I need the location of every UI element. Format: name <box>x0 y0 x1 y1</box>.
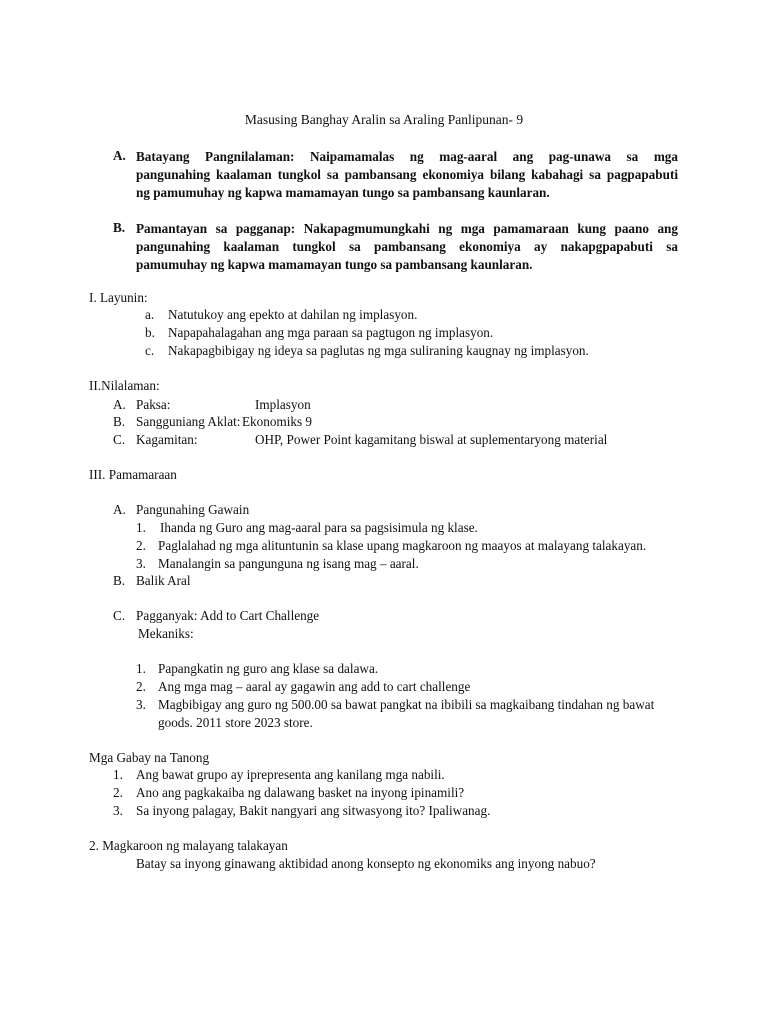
layunin-item-marker: c. <box>145 343 155 358</box>
nilalaman-row-label: Sangguniang Aklat: <box>136 414 241 429</box>
gawain-step-marker: 2. <box>136 538 146 553</box>
talakayan-heading: 2. Magkaroon ng malayang talakayan <box>89 838 288 853</box>
standard-a-line-3: ng pamumuhay ng kapwa mamamayan tungo sa pambansang kaunlaran. <box>136 185 550 200</box>
mekaniks-step-text: Magbibigay ang guro ng 500.00 sa bawat pangkat na ibibili sa magkaibang tindahan ng bawat <box>158 697 655 712</box>
mekaniks-step-text: Ang mga mag – aaral ay gagawin ang add to cart challenge <box>158 679 471 694</box>
gabay-item-marker: 1. <box>113 767 123 782</box>
standard-b-line-2: pangunahing kaalaman tungkol sa pambansang ekonomiya ay nakapgpapabuti sa <box>136 239 678 254</box>
gawain-marker: A. <box>113 502 126 517</box>
standard-a-line-2: pangunahing kaalaman tungkol sa pambansang ekonomiya bilang kabahagi sa pagpapabuti <box>136 167 678 182</box>
pamamaraan-heading: III. Pamamaraan <box>89 467 177 482</box>
nilalaman-row-label: Kagamitan: <box>136 432 198 447</box>
balik-aral-marker: B. <box>113 573 126 588</box>
gabay-item-marker: 3. <box>113 803 123 818</box>
layunin-item-text: Natutukoy ang epekto at dahilan ng implasyon. <box>168 307 418 322</box>
nilalaman-row-value: OHP, Power Point kagamitang biswal at suplementaryong material <box>255 432 608 447</box>
standard-b-letter: B. <box>113 220 126 235</box>
nilalaman-row-marker: B. <box>113 414 126 429</box>
standard-a-line-1: Batayang Pangnilalaman: Naipamamalas ng mag-aaral ang pag-unawa sa mga <box>136 149 678 164</box>
nilalaman-row-value: Implasyon <box>255 397 311 412</box>
pagganyak-label: Pagganyak: Add to Cart Challenge <box>136 608 320 623</box>
gawain-label: Pangunahing Gawain <box>136 502 250 517</box>
layunin-item-marker: b. <box>145 325 155 340</box>
mekaniks-step-marker: 1. <box>136 661 146 676</box>
gabay-heading: Mga Gabay na Tanong <box>89 750 210 765</box>
gabay-item-marker: 2. <box>113 785 123 800</box>
standard-a-letter: A. <box>113 148 126 163</box>
standard-b-line-3: pamumuhay ng kapwa mamamayan tungo sa pambansang kaunlaran. <box>136 257 533 272</box>
layunin-item-text: Napapahalagahan ang mga paraan sa pagtugon ng implasyon. <box>168 325 494 340</box>
layunin-heading: I. Layunin: <box>89 290 148 305</box>
standard-b-text <box>136 220 678 274</box>
gawain-step-text: Paglalahad ng mga alituntunin sa klase upang magkaroon ng maayos at malayang talakayan. <box>158 538 647 553</box>
balik-aral-label: Balik Aral <box>136 573 191 588</box>
mekaniks-label: Mekaniks: <box>138 626 194 641</box>
nilalaman-row-value: Ekonomiks 9 <box>242 414 312 429</box>
gawain-step-text: Ihanda ng Guro ang mag-aaral para sa pagsisimula ng klase. <box>160 520 478 535</box>
gawain-step-text: Manalangin sa pangunguna ng isang mag – aaral. <box>158 556 419 571</box>
mekaniks-step-text: Papangkatin ng guro ang klase sa dalawa. <box>158 661 379 676</box>
nilalaman-row-marker: A. <box>113 397 126 412</box>
mekaniks-step-marker: 3. <box>136 697 146 712</box>
gabay-item-text: Sa inyong palagay, Bakit nangyari ang sitwasyong ito? Ipaliwanag. <box>136 803 491 818</box>
gawain-step-marker: 3. <box>136 556 146 571</box>
nilalaman-row-label: Paksa: <box>136 397 171 412</box>
mekaniks-step-marker: 2. <box>136 679 146 694</box>
pagganyak-marker: C. <box>113 608 126 623</box>
standard-b-line-1: Pamantayan sa pagganap: Nakapagmumungkahi ng mga pamamaraan kung paano ang <box>136 221 678 236</box>
nilalaman-heading: II.Nilalaman: <box>89 378 160 393</box>
gabay-item-text: Ano ang pagkakaiba ng dalawang basket na inyong ipinamili? <box>136 785 465 800</box>
layunin-item-marker: a. <box>145 307 155 322</box>
gawain-step-marker: 1. <box>136 520 146 535</box>
standard-a-text <box>136 148 678 202</box>
page-title: Masusing Banghay Aralin sa Araling Panlipunan- 9 <box>244 112 524 127</box>
layunin-item-text: Nakapagbibigay ng ideya sa paglutas ng mga suliraning kaugnay ng implasyon. <box>168 343 589 358</box>
mekaniks-step-text-continued: goods. 2011 store 2023 store. <box>158 715 313 730</box>
talakayan-question: Batay sa inyong ginawang aktibidad anong konsepto ng ekonomiks ang inyong nabuo? <box>136 856 596 871</box>
gabay-item-text: Ang bawat grupo ay iprepresenta ang kanilang mga nabili. <box>136 767 445 782</box>
nilalaman-row-marker: C. <box>113 432 126 447</box>
